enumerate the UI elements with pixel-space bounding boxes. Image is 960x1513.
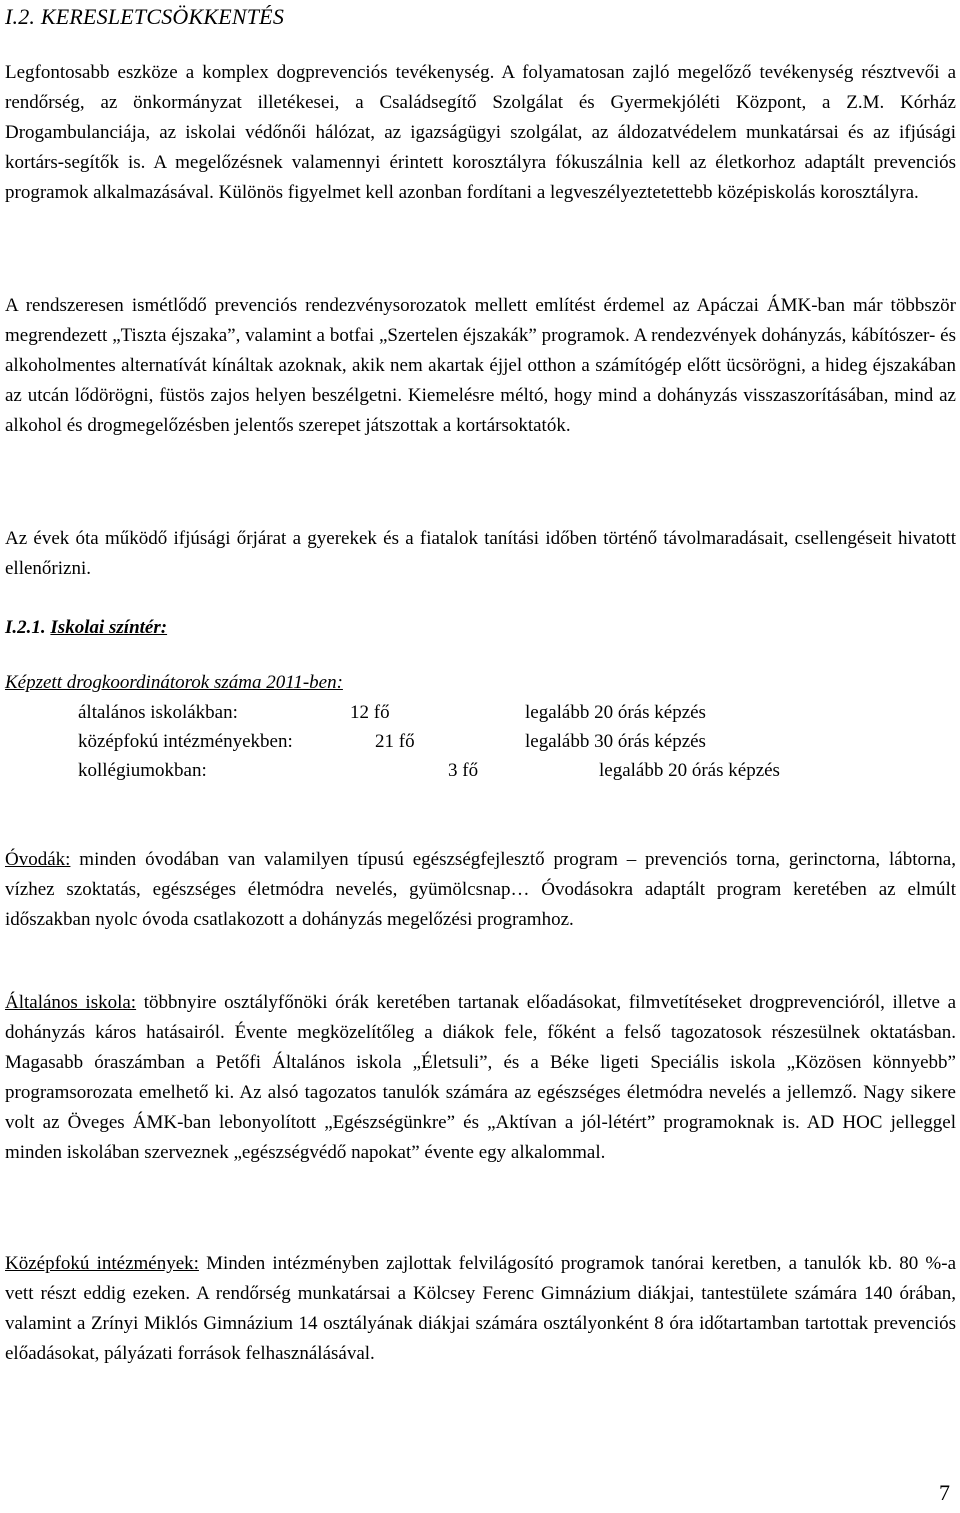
coordinator-label: általános iskolákban: — [78, 702, 238, 723]
patrol-paragraph: Az évek óta működő ifjúsági őrjárat a gyerekek és a fiatalok tanítási időben történő távolmaradásait, csellengéseit hivatott ellenőrizni. — [5, 528, 956, 579]
primary-school-paragraph — [5, 988, 956, 1168]
coordinator-training: legalább 20 órás képzés — [525, 702, 706, 723]
secondary-school-paragraph — [5, 1249, 956, 1369]
kindergarten-text: minden óvodában van valamilyen típusú egészségfejlesztő program – prevenciós torna, gerinctorna, lábtorna, vízhez szoktatás, egészséges életmódra nevelés, gyümölcsnap… Óvodásokra adaptált program keretében az elmúlt időszakban nyolc óvoda csatlakozott a dohányzás megelőzési programhoz. — [5, 849, 956, 930]
primary-school-label: Általános iskola: — [5, 992, 137, 1013]
subsection-heading — [5, 617, 167, 639]
page-number: 7 — [939, 1480, 950, 1505]
coordinator-training: legalább 30 órás képzés — [525, 731, 706, 752]
secondary-school-text: Minden intézményben zajlottak felvilágosító programok tanórai keretben, a tanulók kb. 80 %-a vett részt eddig ezeken. A rendőrség munkatársai a Kölcsey Ferenc Gimnázium diákjai, tantestülete számára 140 órában, valamint a Zrínyi Miklós Gimnázium 14 osztályának diákjai számára osztályonként 8 óra időtartamban tartottak prevenciós előadásokat, pályázati források felhasználásával. — [5, 1253, 957, 1364]
coordinators-title: Képzett drogkoordinátorok száma 2011-ben: — [5, 672, 343, 693]
subsection-number: I.2.1. — [5, 617, 46, 638]
coordinator-label: kollégiumokban: — [78, 760, 207, 781]
secondary-school-label: Középfokú intézmények: — [5, 1253, 199, 1274]
coordinator-label: középfokú intézményekben: — [78, 731, 293, 752]
primary-school-text: többnyire osztályfőnöki órák keretében tartanak előadásokat, filmvetítéseket drogprevencióról, illetve a dohányzás káros hatásairól. Évente megközelítőleg a diákok fele, főként a felső tagozatosok részesülnek oktatásban. Magasabb óraszámban a Petőfi Általános iskola „Életsuli”, és a Béke ligeti Speciális iskola „Közösen könnyebb” programsorozata emelhető ki. Az alsó tagozatos tanulók számára az egészséges életmódra nevelés a jellemző. Nagy sikere volt az Öveges ÁMK-ban lebonyolított „Egészségünkre” és „Aktívan a jól-létért” programoknak is. AD HOC jelleggel minden iskolában szerveznek „egészségvédő napokat” évente egy alkalommal. — [5, 992, 956, 1163]
subsection-title: Iskolai színtér: — [50, 617, 168, 638]
coordinator-count: 3 fő — [448, 760, 479, 781]
coordinator-row — [5, 760, 956, 788]
section-heading: I.2. KERESLETCSÖKKENTÉS — [5, 4, 285, 29]
intro-paragraph: Legfontosabb eszköze a komplex dogprevenciós tevékenység. A folyamatosan zajló megelőző tevékenység résztvevői a rendőrség, az önkormányzat illetékesei, a Családsegítő Szolgálat és Gyermekjóléti Központ, a Z.M. Kórház Drogambulanciája, az iskolai védőnői hálózat, az igazságügyi szolgálat, az áldozatvédelem munkatársai és az ifjúsági kortárs-segítők is. A megelőzésnek valamennyi érintett korosztályra fókuszálnia kell az életkorhoz adaptált prevenciós programok alkalmazásával. Különös figyelmet kell azonban fordítani a legveszélyeztetettebb középiskolás korosztályra. — [5, 62, 956, 203]
coordinator-row — [5, 702, 956, 730]
coordinator-count: 21 fő — [375, 731, 415, 752]
coordinator-count: 12 fő — [350, 702, 390, 723]
kindergarten-label: Óvodák: — [5, 849, 71, 870]
coordinator-training: legalább 20 órás képzés — [599, 760, 780, 781]
events-paragraph: A rendszeresen ismétlődő prevenciós rendezvénysorozatok mellett említést érdemel az Apáczai ÁMK-ban már többször megrendezett „Tiszta éjszaka”, valamint a botfai „Szertelen éjszakák” programok. A rendezvények dohányzás, kábítószer- és alkoholmentes alternatívát kínáltak azoknak, akik nem akartak éjjel otthon a számítógép előtt ücsörögni, a hideg éjszakában az utcán lődörögni, füstös zajos helyen beszélgetni. Kiemelésre méltó, hogy mind a dohányzás visszaszorításában, mind az alkohol és drogmegelőzésben jelentős szerepet játszottak a kortársoktatók. — [5, 295, 956, 436]
kindergarten-paragraph — [5, 845, 956, 935]
coordinator-row — [5, 731, 956, 759]
